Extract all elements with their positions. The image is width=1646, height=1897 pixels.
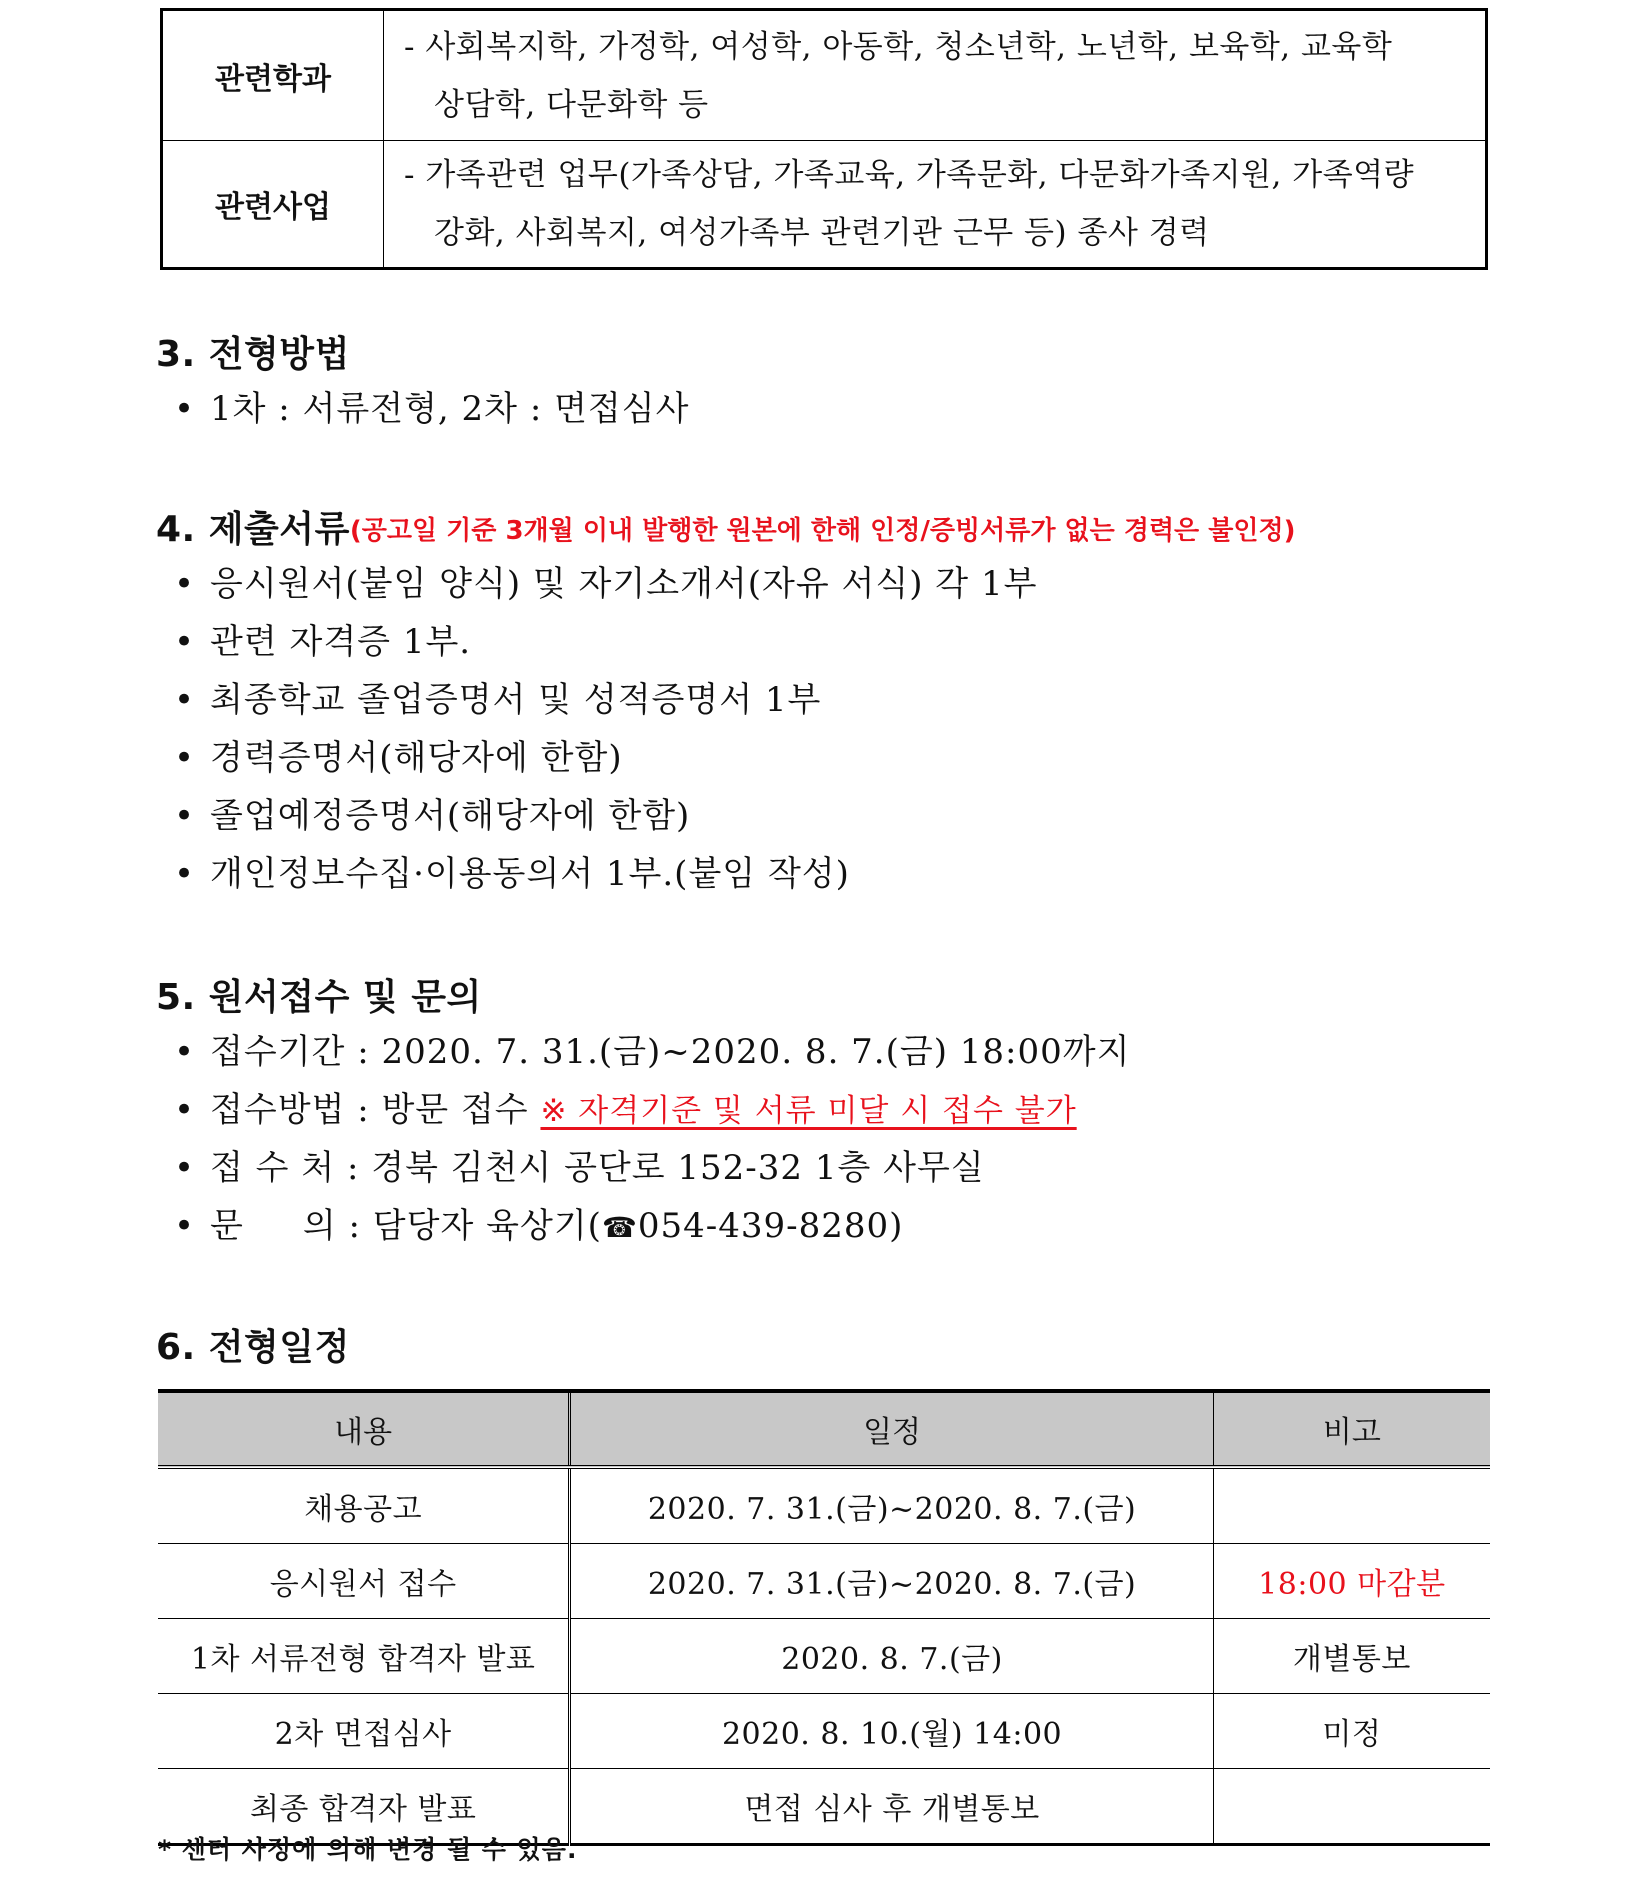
content-line: 강화, 사회복지, 여성가족부 관련기관 근무 등) 종사 경력 bbox=[434, 215, 1210, 251]
inquiry-value: : 담당자 육상기( bbox=[348, 1206, 602, 1246]
section-application-inquiry bbox=[156, 973, 1496, 1255]
list-item bbox=[156, 671, 1496, 729]
table-cell: 2차 면접심사 bbox=[158, 1694, 570, 1769]
table-row bbox=[158, 1544, 1490, 1619]
bullet-icon: • bbox=[174, 622, 196, 662]
table-cell: 2020. 7. 31.(금)~2020. 8. 7.(금) bbox=[570, 1467, 1213, 1544]
list-item-text: 응시원서(붙임 양식) 및 자기소개서(자유 서식) 각 1부 bbox=[210, 564, 1038, 604]
table-row bbox=[158, 1467, 1490, 1544]
list-item-text: 경력증명서(해당자에 한함) bbox=[210, 738, 623, 778]
section-title: 3. 전형방법 bbox=[156, 334, 350, 375]
list-item bbox=[156, 1139, 1496, 1197]
table-cell: 2020. 8. 7.(금) bbox=[570, 1619, 1213, 1694]
bullet-icon: • bbox=[174, 1206, 196, 1246]
content-line: - 가족관련 업무(가족상담, 가족교육, 가족문화, 다문화가족지원, 가족역량 bbox=[404, 157, 1415, 193]
phone-icon: ☎ bbox=[601, 1211, 638, 1244]
phone-number: 054-439-8280) bbox=[637, 1206, 904, 1246]
table-header-row bbox=[158, 1391, 1490, 1467]
footnote: * 센터 사정에 의해 변경 될 수 있음. bbox=[158, 1835, 578, 1864]
section-required-documents bbox=[156, 505, 1496, 903]
table-row bbox=[162, 141, 1487, 269]
method-warning: ※ 자격기준 및 서류 미달 시 접수 불가 bbox=[540, 1093, 1077, 1129]
bullet-icon: • bbox=[174, 796, 196, 836]
column-header: 일정 bbox=[570, 1391, 1213, 1467]
table-cell: 2020. 7. 31.(금)~2020. 8. 7.(금) bbox=[570, 1544, 1213, 1619]
list-item bbox=[156, 555, 1496, 613]
table-cell: 최종 합격자 발표 bbox=[158, 1769, 570, 1845]
table-cell: 1차 서류전형 합격자 발표 bbox=[158, 1619, 570, 1694]
place-label: 접 수 처 bbox=[210, 1148, 336, 1188]
section-schedule bbox=[156, 1323, 1496, 1373]
list-item bbox=[156, 729, 1496, 787]
table-row bbox=[158, 1619, 1490, 1694]
list-item-text: 관련 자격증 1부. bbox=[210, 622, 472, 662]
table-row bbox=[158, 1694, 1490, 1769]
bullet-icon: • bbox=[174, 1148, 196, 1188]
list-item-text: 졸업예정증명서(해당자에 한함) bbox=[210, 796, 691, 836]
related-major-content bbox=[384, 10, 1487, 141]
bullet-icon: • bbox=[174, 389, 196, 429]
bullet-icon: • bbox=[174, 680, 196, 720]
related-business-content bbox=[384, 141, 1487, 269]
list-item bbox=[156, 1081, 1496, 1139]
table-cell: 응시원서 접수 bbox=[158, 1544, 570, 1619]
table-cell: 개별통보 bbox=[1213, 1619, 1490, 1694]
place-value: : 경북 김천시 공단로 152-32 1층 사무실 bbox=[346, 1148, 985, 1188]
qualification-table bbox=[160, 8, 1488, 270]
list-item-text: 개인정보수집·이용동의서 1부.(붙임 작성) bbox=[210, 854, 850, 894]
table-cell: 18:00 마감분 bbox=[1213, 1544, 1490, 1619]
list-item bbox=[156, 1023, 1496, 1081]
table-cell: 미정 bbox=[1213, 1694, 1490, 1769]
related-major-label: 관련학과 bbox=[162, 10, 384, 141]
section-title: 6. 전형일정 bbox=[156, 1327, 350, 1368]
table-cell: 2020. 8. 10.(월) 14:00 bbox=[570, 1694, 1213, 1769]
bullet-icon: • bbox=[174, 854, 196, 894]
period-label: 접수기간 bbox=[210, 1032, 346, 1072]
bullet-icon: • bbox=[174, 1090, 196, 1130]
content-line: 상담학, 다문화학 등 bbox=[434, 86, 709, 123]
bullet-icon: • bbox=[174, 738, 196, 778]
section-title-row bbox=[156, 505, 1496, 555]
column-header: 내용 bbox=[158, 1391, 570, 1467]
table-cell bbox=[1213, 1769, 1490, 1845]
list-item-text: 최종학교 졸업증명서 및 성적증명서 1부 bbox=[210, 680, 822, 720]
table-cell bbox=[1213, 1467, 1490, 1544]
table-row bbox=[162, 10, 1487, 141]
section-selection-method bbox=[156, 330, 1496, 438]
table-cell: 면접 심사 후 개별통보 bbox=[570, 1769, 1213, 1845]
bullet-icon: • bbox=[174, 1032, 196, 1072]
related-business-label: 관련사업 bbox=[162, 141, 384, 269]
column-header: 비고 bbox=[1213, 1391, 1490, 1467]
method-value: : 방문 접수 bbox=[357, 1090, 529, 1130]
list-item bbox=[156, 1197, 1496, 1255]
list-item bbox=[156, 613, 1496, 671]
schedule-table bbox=[158, 1389, 1490, 1846]
method-label: 접수방법 bbox=[210, 1090, 346, 1130]
list-item bbox=[156, 845, 1496, 903]
bullet-icon: • bbox=[174, 564, 196, 604]
inquiry-label: 문 의 bbox=[210, 1206, 337, 1246]
list-item bbox=[156, 380, 1496, 438]
list-item bbox=[156, 787, 1496, 845]
content-line: - 사회복지학, 가정학, 여성학, 아동학, 청소년학, 노년학, 보육학, 교육학 bbox=[404, 28, 1393, 65]
section-title: 4. 제출서류 bbox=[156, 509, 350, 550]
table-cell: 채용공고 bbox=[158, 1467, 570, 1544]
period-value: : 2020. 7. 31.(금)~2020. 8. 7.(금) 18:00까지 bbox=[357, 1032, 1131, 1072]
section-note: (공고일 기준 3개월 이내 발행한 원본에 한해 인정/증빙서류가 없는 경력은 불인정) bbox=[349, 516, 1296, 546]
section-title: 5. 원서접수 및 문의 bbox=[156, 977, 482, 1018]
list-item-text: 1차 : 서류전형, 2차 : 면접심사 bbox=[210, 389, 690, 429]
